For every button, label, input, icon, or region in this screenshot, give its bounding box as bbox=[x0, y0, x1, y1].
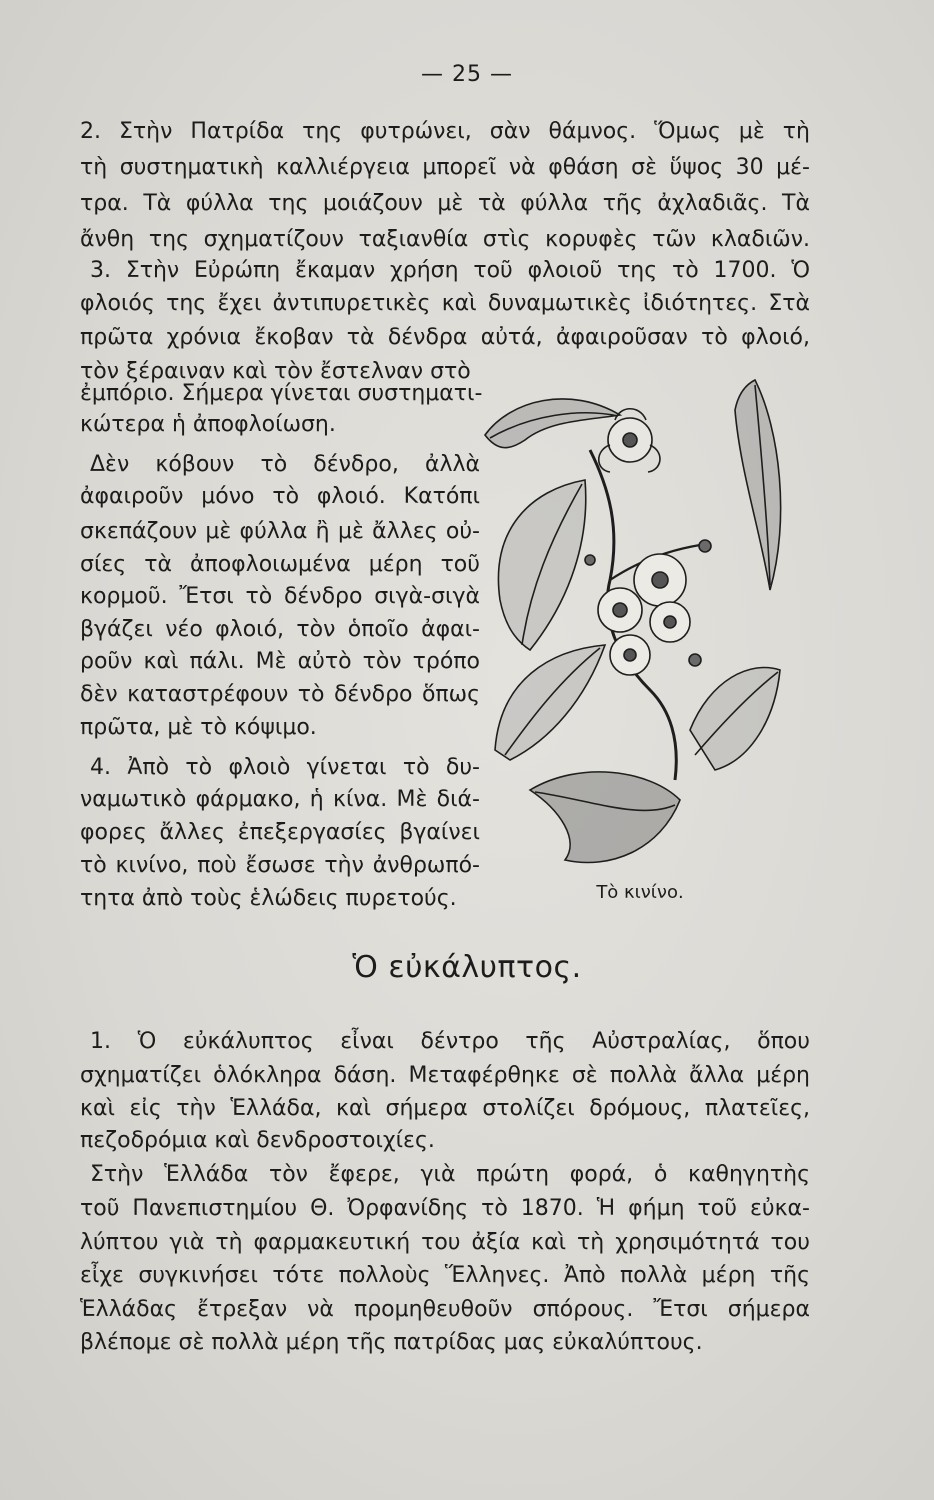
text-line: τρα. Τὰ φύλλα της μοιάζουν μὲ τὰ φύλλα τῆς ἀχλαδιᾶς. Τὰ bbox=[80, 191, 810, 216]
page-number: — 25 — bbox=[421, 62, 513, 87]
figure-caption: Τὸ κινίνο. bbox=[596, 882, 684, 903]
cinchona-illustration bbox=[470, 360, 800, 870]
text-line: τητα ἀπὸ τοὺς ἑλώδεις πυρετούς. bbox=[80, 886, 457, 911]
text-line: ἀφαιροῦν μόνο τὸ φλοιό. Κατόπι bbox=[80, 484, 480, 509]
text-line: τὸ κινίνο, ποὺ ἔσωσε τὴν ἀνθρωπό- bbox=[80, 853, 480, 878]
text-line: τοῦ Πανεπιστημίου Θ. Ὀρφανίδης τὸ 1870. Ἡ φήμη τοῦ εὐκα- bbox=[80, 1196, 810, 1221]
text-line: πρῶτα χρόνια ἔκοβαν τὰ δένδρα αὐτά, ἀφαιροῦσαν τὸ φλοιό, bbox=[80, 325, 810, 350]
text-line: ναμωτικὸ φάρμακο, ἡ κίνα. Μὲ διά- bbox=[80, 787, 480, 812]
text-line: φορες ἄλλες ἐπεξεργασίες βγαίνει bbox=[80, 820, 480, 845]
text-line: ἐμπόριο. Σήμερα γίνεται συστηματι- bbox=[80, 381, 483, 406]
text-line: κώτερα ἡ ἀποφλοίωση. bbox=[80, 412, 336, 437]
text-line: Δὲν κόβουν τὸ δένδρο, ἀλλὰ bbox=[90, 452, 480, 477]
text-line: 1. Ὁ εὐκάλυπτος εἶναι δέντρο τῆς Αὐστραλίας, ὅπου bbox=[90, 1029, 810, 1054]
text-line: τὴ συστηματικὴ καλλιέργεια μπορεῖ νὰ φθάση σὲ ὕψος 30 μέ- bbox=[80, 155, 810, 180]
text-line: σίες τὰ ἀποφλοιωμένα μέρη τοῦ bbox=[80, 552, 480, 577]
text-line: Ἑλλάδας ἔτρεξαν νὰ προμηθευθοῦν σπόρους. Ἔτσι σήμερα bbox=[80, 1297, 810, 1322]
text-line: κορμοῦ. Ἔτσι τὸ δένδρο σιγὰ-σιγὰ bbox=[80, 584, 480, 609]
text-line: βγάζει νέο φλοιό, τὸν ὁποῖο ἀφαι- bbox=[80, 617, 480, 642]
text-line: σχηματίζει ὁλόκληρα δάση. Μεταφέρθηκε σὲ πολλὰ ἄλλα μέρη bbox=[80, 1063, 810, 1088]
text-line: εἶχε συγκινήσει τότε πολλοὺς Ἕλληνες. Ἀπὸ πολλὰ μέρη τῆς bbox=[80, 1263, 810, 1288]
text-line: δὲν καταστρέφουν τὸ δένδρο ὅπως bbox=[80, 682, 480, 707]
text-line: τὸν ξέραιναν καὶ τὸν ἔστελναν στὸ bbox=[80, 359, 471, 384]
text-line: βλέπομε σὲ πολλὰ μέρη τῆς πατρίδας μας εὐκαλύπτους. bbox=[80, 1330, 703, 1355]
text-line: ροῦν καὶ πάλι. Μὲ αὐτὸ τὸν τρόπο bbox=[80, 649, 480, 674]
text-line: ἄνθη της σχηματίζουν ταξιανθία στὶς κορυφὲς τῶν κλαδιῶν. bbox=[80, 227, 810, 252]
section-heading: Ὁ εὐκάλυπτος. bbox=[352, 950, 582, 985]
text-line: πρῶτα, μὲ τὸ κόψιμο. bbox=[80, 715, 317, 740]
text-line: λύπτου γιὰ τὴ φαρμακευτική του ἀξία καὶ τὴ χρησιμότητά του bbox=[80, 1230, 810, 1255]
text-line: φλοιός της ἔχει ἀντιπυρετικὲς καὶ δυναμωτικὲς ἰδιότητες. Στὰ bbox=[80, 291, 810, 316]
text-line: Στὴν Ἑλλάδα τὸν ἔφερε, γιὰ πρώτη φορά, ὁ καθηγητὴς bbox=[90, 1162, 810, 1187]
text-line: πεζοδρόμια καὶ δενδροστοιχίες. bbox=[80, 1128, 435, 1153]
text-line: καὶ εἰς τὴν Ἑλλάδα, καὶ σήμερα στολίζει δρόμους, πλατεῖες, bbox=[80, 1096, 810, 1121]
text-line: σκεπάζουν μὲ φύλλα ἢ μὲ ἄλλες οὐ- bbox=[80, 519, 480, 544]
text-line: 4. Ἀπὸ τὸ φλοιὸ γίνεται τὸ δυ- bbox=[90, 755, 480, 780]
text-line: 2. Στὴν Πατρίδα της φυτρώνει, σὰν θάμνος. Ὅμως μὲ τὴ bbox=[80, 119, 810, 144]
text-line: 3. Στὴν Εὐρώπη ἔκαμαν χρήση τοῦ φλοιοῦ της τὸ 1700. Ὁ bbox=[90, 258, 810, 283]
